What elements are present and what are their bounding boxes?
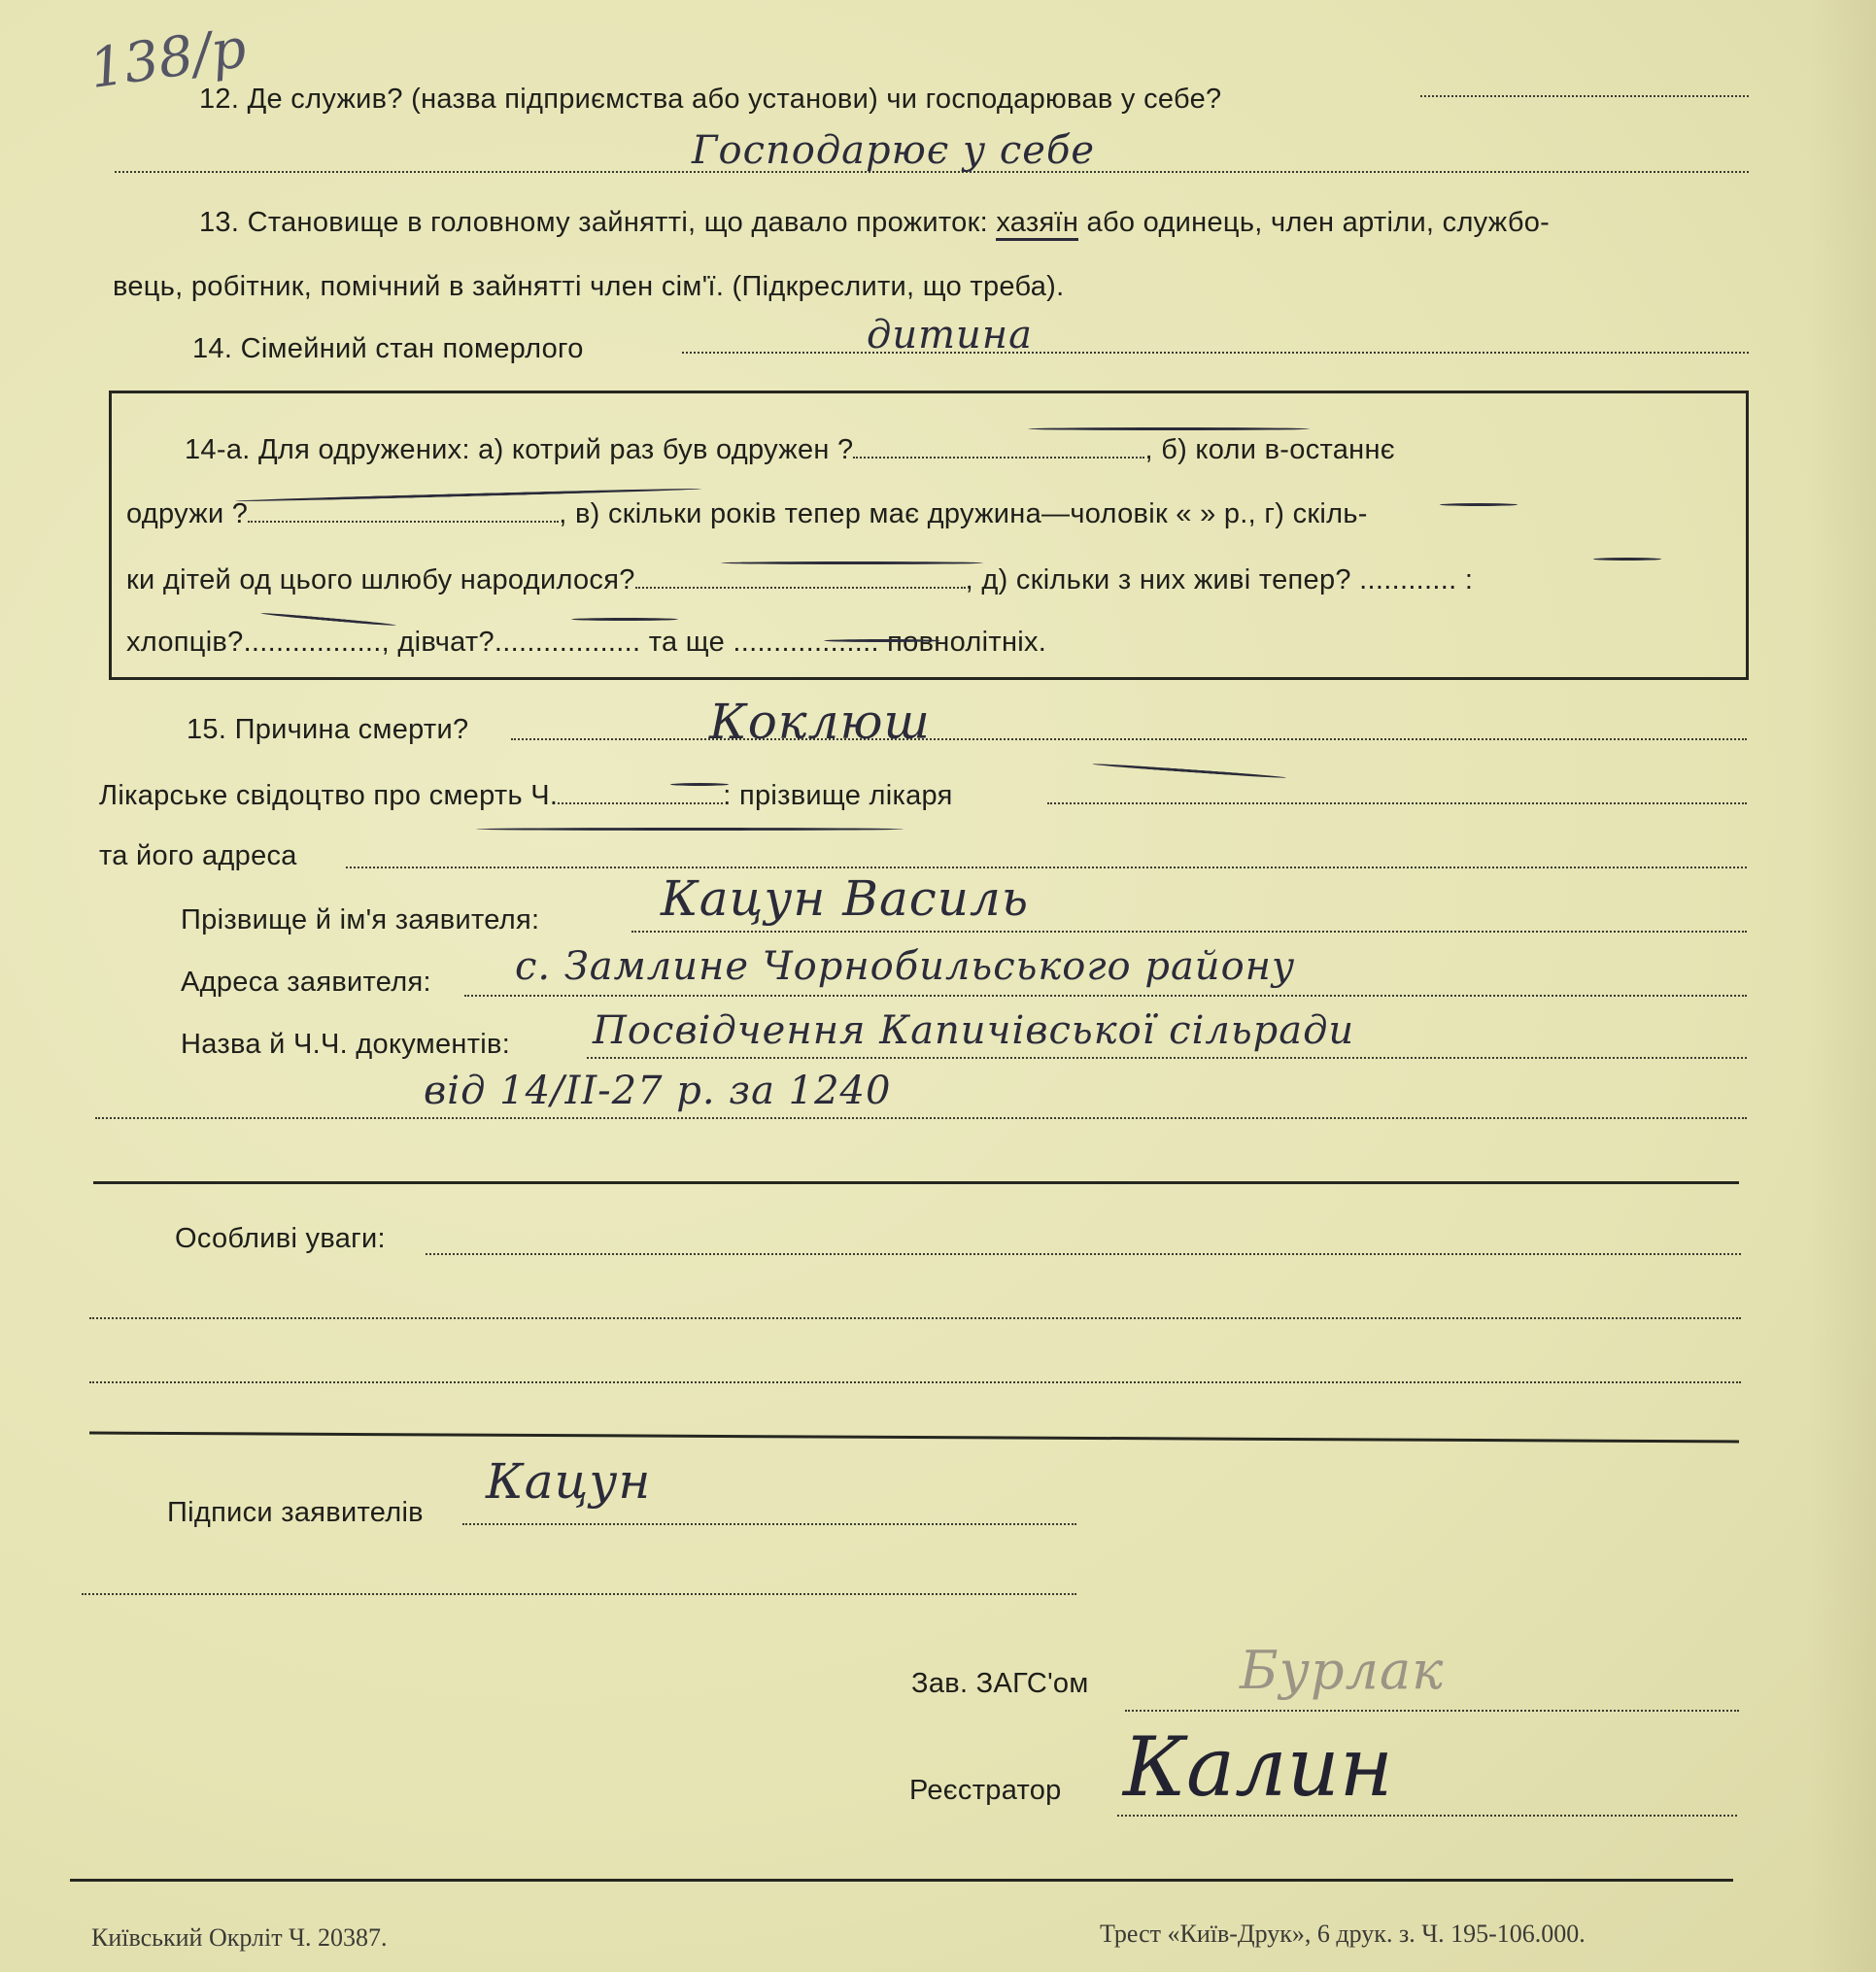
documents-label: Назва й Ч.Ч. документів:: [181, 1029, 511, 1060]
registry-head-signature: Бурлак: [1240, 1640, 1445, 1701]
q14-answer: дитина: [867, 313, 1033, 357]
applicant-name-value: Кацун Василь: [661, 870, 1030, 927]
dash-mark: [571, 618, 678, 621]
certificate-no-label: Лікарське свідоцтво про смерть Ч.: [99, 780, 559, 811]
remarks-fill-2: [89, 1317, 1741, 1319]
section-divider: [93, 1181, 1739, 1184]
remarks-fill-3: [89, 1381, 1741, 1383]
q14-fill-line: [682, 352, 1749, 354]
q13-underlined-option: хазяїн: [996, 207, 1078, 241]
q14a-line-1: [185, 433, 1395, 466]
documents-value-2: від 14/II-27 р. за 1240: [424, 1069, 892, 1113]
doctor-address-fill: [346, 867, 1747, 868]
applicant-address-fill: [464, 995, 1747, 997]
dash-mark: [1440, 503, 1518, 506]
footer-divider: [70, 1879, 1733, 1882]
certificate-label: [99, 779, 953, 812]
section-divider: [89, 1432, 1739, 1444]
page-edge-shadow: [1808, 0, 1876, 1972]
q15-answer: Коклюш: [709, 694, 931, 750]
doctor-address-label: та його адреса: [99, 840, 297, 871]
footer-right: Трест «Київ-Друк», 6 друк. з. Ч. 195-106.000.: [1100, 1920, 1586, 1948]
q14a-line-3: [126, 563, 1473, 596]
applicant-address-label: Адреса заявителя:: [181, 967, 431, 998]
registrar-signature: Калин: [1123, 1719, 1394, 1815]
applicant-name-fill: [631, 931, 1747, 933]
registry-head-label: Зав. ЗАГС'ом: [911, 1668, 1089, 1699]
certificate-no-fill: [558, 802, 723, 804]
dash-mark: [824, 639, 940, 642]
signatures-label: Підписи заявителів: [167, 1497, 424, 1528]
q14a-e-label: , д) скільки з них живі тепер? ............ :: [965, 564, 1474, 595]
q15-label: 15. Причина смерти?: [187, 714, 469, 745]
footer-left: Київський Окрліт Ч. 20387.: [91, 1923, 388, 1952]
q14a-d-fill: [635, 587, 966, 589]
q14-label: 14. Сімейний стан померлого: [192, 333, 584, 364]
signatures-fill-2: [82, 1593, 1076, 1595]
q14a-line-4: хлопців?................., дівчат?.................. та ще .................. повнолітніх.: [126, 627, 1047, 658]
q13-text-1: 13. Становище в головному зайнятті, що давало прожиток:: [199, 207, 997, 238]
dash-mark: [1028, 427, 1310, 430]
applicant-signature: Кацун: [486, 1453, 652, 1510]
q13-text-2: або одинець, член артіли, службо-: [1078, 207, 1551, 238]
q14a-b-label: , б) коли в-останнє: [1144, 434, 1395, 465]
q12-fill-line-1: [1420, 95, 1749, 97]
dash-mark: [1593, 558, 1661, 561]
dash-mark: [1092, 763, 1286, 779]
q14a-c-label: , в) скільки років тепер має дружина—чоловік « » р., г) скіль-: [559, 498, 1368, 529]
q14a-b-fill: [248, 521, 559, 523]
applicant-address-value: с. Замлине Чорнобильського району: [515, 944, 1296, 989]
q14a-a-fill: [853, 457, 1144, 459]
q13-label-line-1: [199, 206, 1550, 239]
q14a-line-2: [126, 497, 1368, 530]
applicant-name-label: Прізвище й ім'я заявителя:: [181, 904, 540, 935]
q13-label-line-2: вець, робітник, помічний в зайнятті член сім'ї. (Підкреслити, що треба).: [113, 271, 1065, 302]
registry-head-fill: [1125, 1710, 1739, 1712]
registrar-fill: [1117, 1815, 1737, 1817]
doctor-label: : прізвище лікаря: [723, 780, 953, 811]
q14a-d-label: ки дітей од цього шлюбу народилося?: [126, 564, 635, 595]
dash-mark: [476, 828, 904, 831]
q14a-a-label: 14-а. Для одружених: а) котрий раз був одружен ?: [185, 434, 854, 465]
page-number-handwritten: 138/p: [85, 17, 251, 101]
q12-label: 12. Де служив? (назва підприємства або установи) чи господарював у себе?: [199, 84, 1222, 115]
q15-fill-line: [511, 738, 1747, 740]
signatures-fill-1: [462, 1523, 1076, 1525]
dash-mark: [721, 561, 983, 564]
remarks-label: Особливі уваги:: [175, 1223, 386, 1254]
registrar-label: Реєстратор: [909, 1775, 1062, 1806]
doctor-fill-line: [1047, 802, 1747, 804]
dash-mark: [670, 783, 729, 786]
q12-answer: Господарює у себе: [692, 128, 1096, 173]
q14a-b-cont: одружи ?: [126, 498, 249, 529]
documents-fill-1: [587, 1057, 1747, 1059]
remarks-fill-1: [426, 1253, 1741, 1255]
documents-fill-2: [95, 1117, 1747, 1119]
documents-value-1: Посвідчення Капичівської сільради: [593, 1008, 1355, 1053]
